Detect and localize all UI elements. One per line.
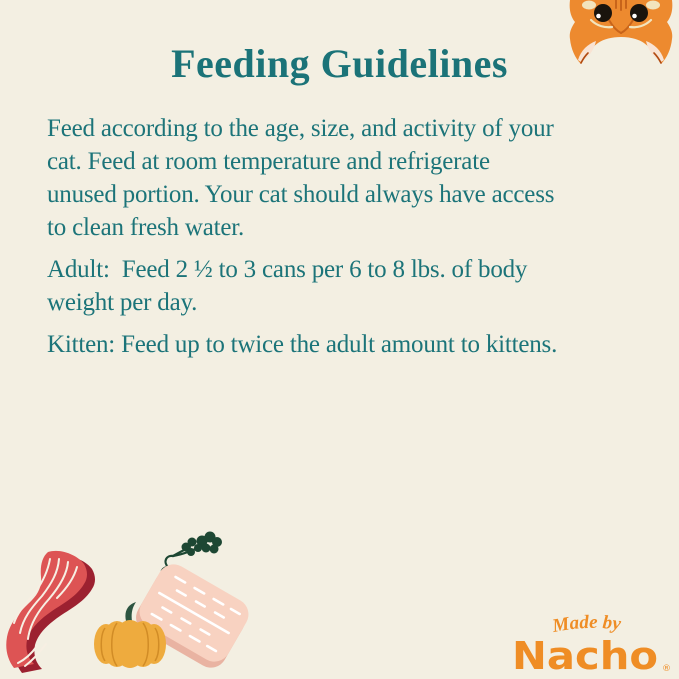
body-text-line: to clean fresh water.	[47, 214, 245, 241]
body-text-line: weight per day.	[47, 289, 198, 316]
cat-right-eye-glint	[632, 14, 637, 19]
body-text-line: Adult: Feed 2 ½ to 3 cans per 6 to 8 lbs. of body	[47, 256, 528, 283]
made-by-nacho-logo	[502, 597, 672, 677]
feeding-instructions	[47, 112, 647, 370]
cat-left-eye	[594, 4, 612, 22]
logo-made-by: Made by	[550, 611, 623, 638]
intro-paragraph	[47, 112, 647, 244]
page-title: Feeding Guidelines	[171, 41, 508, 86]
pumpkin-icon	[82, 600, 166, 679]
kitten-feeding-paragraph	[47, 328, 647, 361]
logo-brand-name: Nacho	[512, 634, 658, 677]
body-text-line: unused portion. Your cat should always have access	[47, 181, 555, 208]
body-text-line: Feed according to the age, size, and activity of your	[47, 115, 554, 142]
body-text-line: Kitten: Feed up to twice the adult amount to kittens.	[47, 331, 558, 358]
adult-feeding-paragraph	[47, 253, 647, 319]
cat-brow-left	[582, 1, 596, 10]
cat-right-eye	[630, 4, 648, 22]
cat-brow-right	[646, 1, 660, 10]
pumpkin-stem	[125, 602, 136, 621]
logo-registered-mark: ®	[662, 664, 671, 674]
cat-left-eye-glint	[596, 14, 601, 19]
body-text-line: cat. Feed at room temperature and refrigerate	[47, 148, 490, 175]
